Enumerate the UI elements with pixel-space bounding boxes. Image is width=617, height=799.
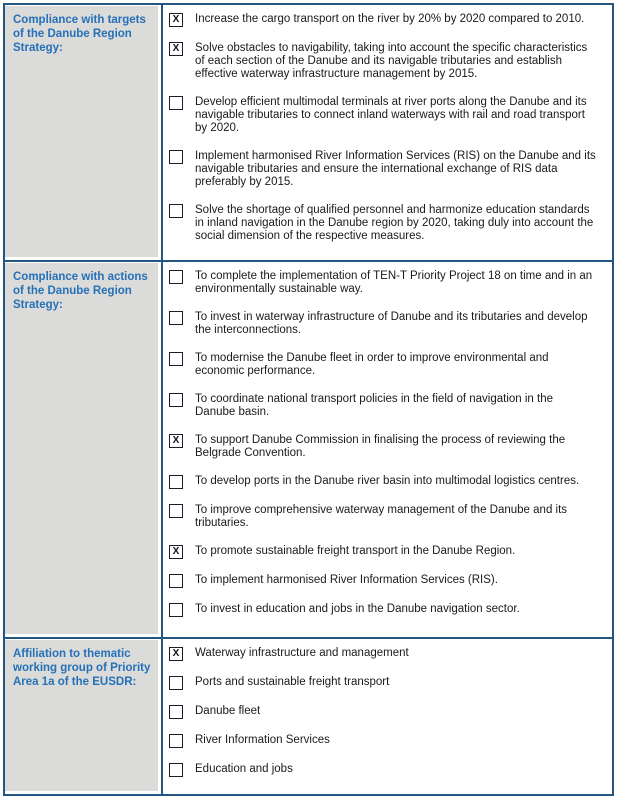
checkbox-unchecked[interactable] — [169, 574, 183, 588]
checkbox-unchecked[interactable] — [169, 763, 183, 777]
checkbox-checked[interactable]: X — [169, 434, 183, 448]
checklist-item-label: Solve obstacles to navigability, taking into account the specific characteristics of each section of the Danube and its navigable tributaries and establish effective waterway infrastructure management by 2015. — [195, 42, 588, 80]
checklist — [161, 5, 612, 260]
checklist-item — [169, 475, 596, 489]
checklist-item — [169, 545, 596, 559]
checklist-item-label: Danube fleet — [195, 705, 261, 717]
checklist-item — [169, 311, 596, 337]
checkbox-checked[interactable]: X — [169, 13, 183, 27]
checklist-item — [169, 603, 596, 617]
checklist-item-label: To complete the implementation of TEN-T Priority Project 18 on time and in an environmentally sustainable way. — [195, 270, 593, 295]
checklist-item-label: Waterway infrastructure and management — [195, 647, 409, 659]
checklist-item — [169, 763, 596, 777]
checklist-item-label: Solve the shortage of qualified personnel and harmonize education standards in inland navigation in the Danube region by 2020, taking duly into account the social dimension of the respective measures. — [195, 204, 594, 242]
checkbox-unchecked[interactable] — [169, 734, 183, 748]
checkbox-unchecked[interactable] — [169, 150, 183, 164]
table-row — [5, 639, 612, 794]
checklist-item — [169, 504, 596, 530]
checklist-item-label: Implement harmonised River Information Services (RIS) on the Danube and its navigable tributaries and ensure the international exchange of RIS data preferably by 2015. — [195, 150, 596, 188]
table-row — [5, 262, 612, 639]
compliance-table — [3, 3, 614, 796]
checkbox-unchecked[interactable] — [169, 96, 183, 110]
checklist-item — [169, 434, 596, 460]
checkbox-unchecked[interactable] — [169, 676, 183, 690]
row-header-label: Affiliation to thematic working group of Priority Area 1a of the EUSDR: — [5, 639, 161, 794]
checklist-item-label: Develop efficient multimodal terminals at river ports along the Danube and its navigable tributaries to connect inland waterways with rail and road transport by 2020. — [195, 96, 587, 134]
checkbox-unchecked[interactable] — [169, 705, 183, 719]
checklist-item-label: Education and jobs — [195, 763, 293, 775]
checklist-item — [169, 705, 596, 719]
checkbox-checked[interactable]: X — [169, 42, 183, 56]
checklist-item — [169, 647, 596, 661]
checklist-item — [169, 676, 596, 690]
checkbox-unchecked[interactable] — [169, 504, 183, 518]
checklist-item-label: To modernise the Danube fleet in order to improve environmental and economic performance. — [195, 352, 549, 377]
checkbox-unchecked[interactable] — [169, 311, 183, 325]
checklist-item — [169, 734, 596, 748]
checklist-item — [169, 204, 596, 243]
checkbox-checked[interactable]: X — [169, 545, 183, 559]
checklist-item-label: To implement harmonised River Information Services (RIS). — [195, 574, 498, 586]
checklist-item — [169, 42, 596, 81]
checklist — [161, 262, 612, 637]
checklist-item — [169, 352, 596, 378]
checklist-item-label: River Information Services — [195, 734, 330, 746]
checklist-item — [169, 13, 596, 27]
checklist-item — [169, 270, 596, 296]
checklist-item-label: Ports and sustainable freight transport — [195, 676, 390, 688]
table-row — [5, 5, 612, 262]
row-header-label: Compliance with actions of the Danube Region Strategy: — [5, 262, 161, 637]
checklist-item-label: To invest in waterway infrastructure of Danube and its tributaries and develop the interconnections. — [195, 311, 588, 336]
checkbox-unchecked[interactable] — [169, 270, 183, 284]
checkbox-unchecked[interactable] — [169, 475, 183, 489]
checklist-item-label: To develop ports in the Danube river basin into multimodal logistics centres. — [195, 475, 580, 487]
checklist-item-label: To improve comprehensive waterway management of the Danube and its tributaries. — [195, 504, 568, 529]
checklist-item-label: To promote sustainable freight transport in the Danube Region. — [195, 545, 516, 557]
checklist — [161, 639, 612, 794]
checkbox-unchecked[interactable] — [169, 603, 183, 617]
checklist-item — [169, 393, 596, 419]
checkbox-unchecked[interactable] — [169, 352, 183, 366]
checkbox-unchecked[interactable] — [169, 393, 183, 407]
checklist-item — [169, 574, 596, 588]
checklist-item-label: To coordinate national transport policies in the field of navigation in the Danube basin. — [195, 393, 554, 418]
checkbox-unchecked[interactable] — [169, 204, 183, 218]
checklist-item-label: To invest in education and jobs in the Danube navigation sector. — [195, 603, 520, 615]
checklist-item-label: To support Danube Commission in finalising the process of reviewing the Belgrade Convention. — [195, 434, 566, 459]
checklist-item-label: Increase the cargo transport on the river by 20% by 2020 compared to 2010. — [195, 13, 585, 25]
row-header-label: Compliance with targets of the Danube Region Strategy: — [5, 5, 161, 260]
checklist-item — [169, 150, 596, 189]
checkbox-checked[interactable]: X — [169, 647, 183, 661]
checklist-item — [169, 96, 596, 135]
